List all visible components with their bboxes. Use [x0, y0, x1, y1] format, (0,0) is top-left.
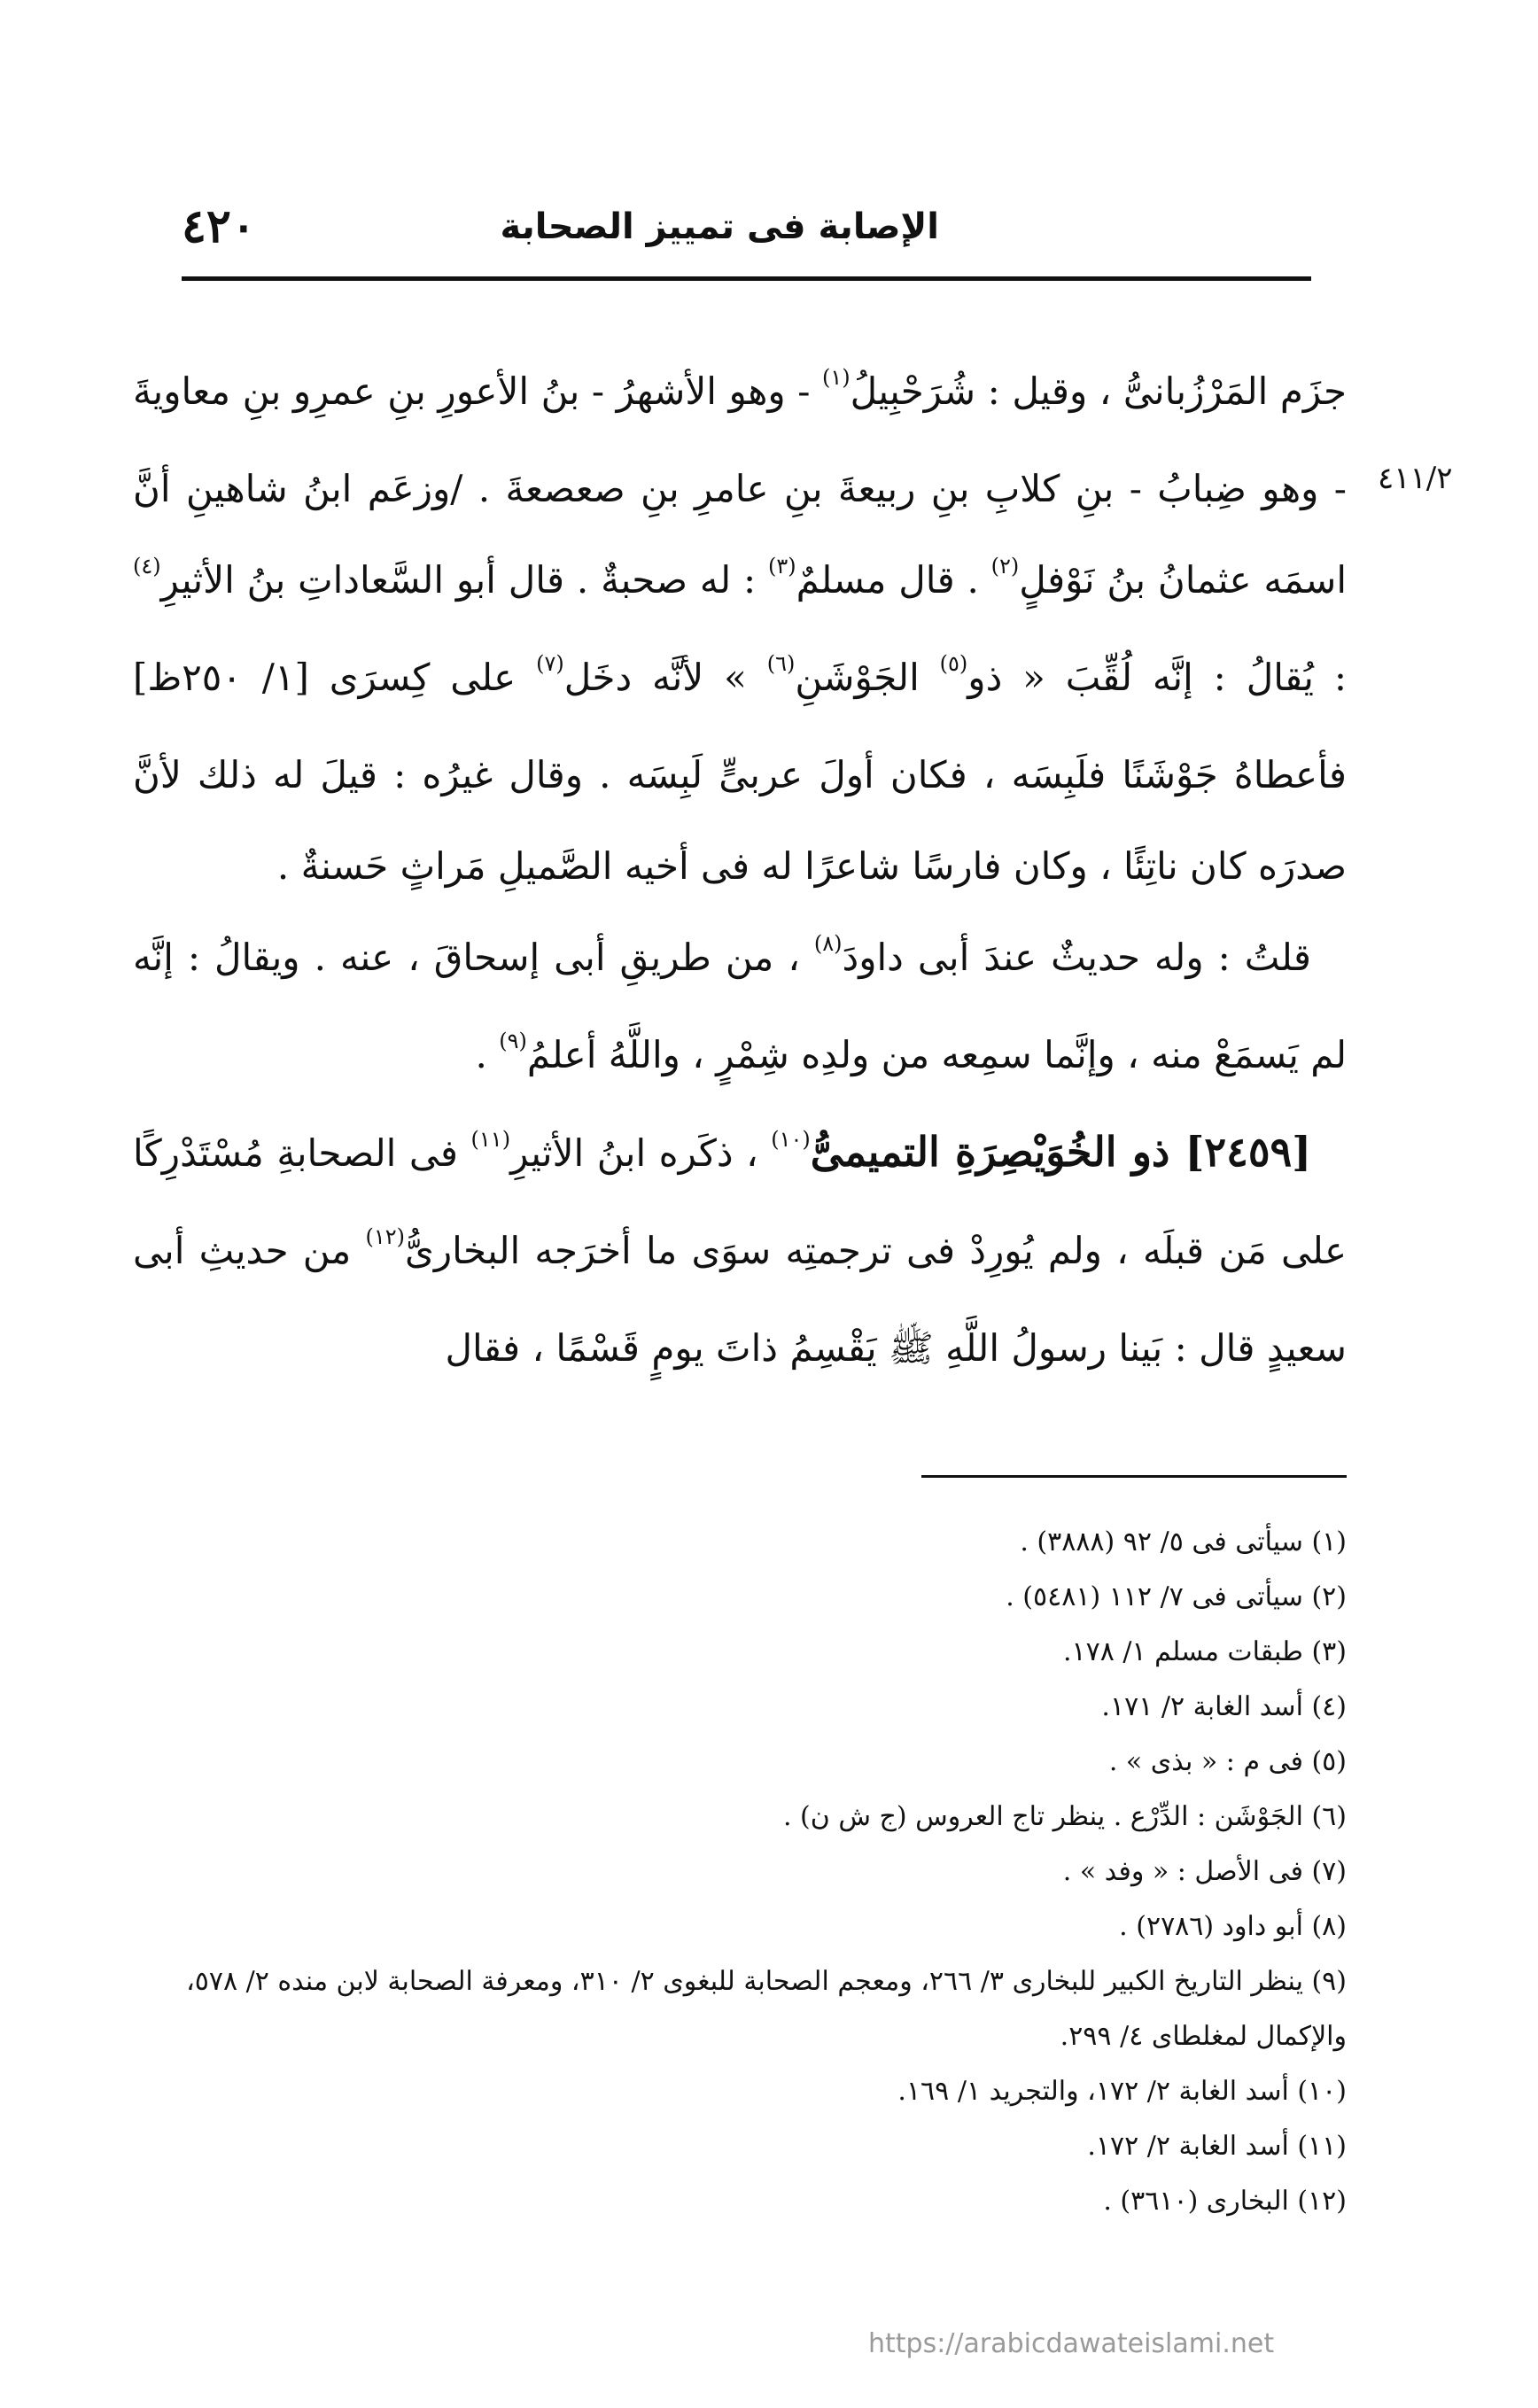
- footnote-marker: (٥): [939, 651, 968, 676]
- text-segment: من حديثِ أبى سعيدٍ قال : بَينا رسولُ اللَّهِ ﷺ يَقْسِمُ ذاتَ يومٍ قَسْمًا ، فقال: [133, 1229, 1347, 1370]
- text-segment: ، ذكَره ابنُ الأثيرِ: [510, 1131, 772, 1175]
- footnotes: [133, 1515, 1347, 2229]
- footnote-5: (٥) فى م : « بذى » .: [1108, 1746, 1347, 1777]
- watermark-url: https://arabicdawateislami.net: [868, 2328, 1275, 2359]
- footnote-marker: (٨): [813, 931, 843, 956]
- text-segment: على كِسرَى [١/ ٢٥٠ظ] فأعطاهُ جَوْشَنًا فلَبِسَه ، فكان أولَ عربىٍّ لَبِسَه . وقال غيرُه : قيلَ له ذلك لأنَّ صدرَه كان ناتِئًا ، وكان فارسًا شاعرًا له فى أخيه الصَّميلِ مَراثٍ حَسنةٌ .: [133, 656, 1347, 888]
- footnote-9: (٩) ينظر التاريخ الكبير للبخارى ٣/ ٢٦٦، ومعجم الصحابة للبغوى ٢/ ٣١٠، ومعرفة الصحابة لابن منده ٢/ ٥٧٨، والإكمال لمغلطاى ٤/ ٢٩٩.: [186, 1966, 1347, 2052]
- text-segment: . قال مسلمٌ: [796, 558, 991, 602]
- text-segment: : له صحبةٌ . قال أبو السَّعاداتِ بنُ الأثيرِ: [160, 558, 768, 602]
- text-segment: - وهو الأشهرُ - بنُ الأعورِ بنِ عمرِو بنِ معاويةَ - وهو ضِبابُ - بنِ كلابِ بنِ ربيعةَ بنِ عامرِ بنِ صعصعةَ . /وزعَم ابنُ شاهينِ أنَّ اسمَه عثمانُ بنُ نَوْفلٍ: [133, 369, 1347, 602]
- footnote-3: (٣) طبقات مسلم ١/ ١٧٨.: [1062, 1636, 1347, 1667]
- footnote-10: (١٠) أسد الغابة ٢/ ١٧٢، والتجريد ١/ ١٦٩.: [897, 2076, 1347, 2107]
- footnote-2: (٢) سيأتى فى ٧/ ١١٢ (٥٤٨١) .: [1006, 1581, 1347, 1612]
- page-number: ٤٢٠: [182, 199, 256, 253]
- footnote-marker: (٢): [990, 554, 1020, 579]
- text-segment: .: [475, 1033, 500, 1076]
- footnote-6: (٦) الجَوْشَن : الدِّرْع . ينظر تاج العروس (ج ش ن) .: [782, 1801, 1347, 1832]
- text-segment: جزَم المَرْزُبانىُّ ، وقيل : شُرَحْبِيلُ: [850, 369, 1347, 413]
- footnote-marker: (٤): [133, 554, 161, 579]
- entry-number: [٢٤٥٩]: [1185, 1128, 1311, 1176]
- margin-reference: ٤١١/٢: [1378, 461, 1453, 496]
- footnote-marker: (١٢): [365, 1224, 405, 1249]
- footnote-rule: [921, 1475, 1347, 1478]
- main-text: [133, 346, 1347, 1394]
- footnote-marker: (٦): [766, 651, 796, 676]
- text-segment: قلتُ : وله حديثٌ عندَ أبى داودَ: [842, 936, 1312, 979]
- footnote-7: (٧) فى الأصل : « وفد » .: [1062, 1856, 1347, 1887]
- text-segment: فى الصحابةِ مُسْتَدْرِكًا على مَن قبلَه ، ولم يُورِدْ فى ترجمتِه سوَى ما أخرَجه البخارىُّ: [133, 1131, 1348, 1272]
- paragraph-2: [133, 912, 1347, 1107]
- footnote-marker: (٩): [499, 1029, 527, 1053]
- header-rule: [182, 276, 1311, 281]
- text-segment: ، من طريقِ أبى إسحاقَ ، عنه . ويقالُ : إنَّه لم يَسمَعْ منه ، وإنَّما سمِعه من ولدِه شِمْرٍ ، واللَّهُ أعلمُ: [133, 936, 1347, 1076]
- footnote-12: (١٢) البخارى (٣٦١٠) .: [1103, 2186, 1347, 2217]
- footnote-11: (١١) أسد الغابة ٢/ ١٧٢.: [1087, 2131, 1347, 2162]
- paragraph-1: [133, 346, 1347, 912]
- footnote-marker: (١): [821, 365, 851, 390]
- footnote-marker: (٧): [536, 651, 564, 676]
- text-segment: : يُقالُ : إنَّه لُقِّبَ « ذو: [967, 656, 1347, 699]
- footnote-1: (١) سيأتى فى ٥/ ٩٢ (٣٨٨٨) .: [1020, 1526, 1347, 1557]
- running-title: الإصابة فى تمييز الصحابة: [500, 206, 939, 247]
- footnote-marker: (٣): [767, 554, 796, 579]
- paragraph-3-entry: [133, 1107, 1347, 1394]
- footnote-marker: (١٠): [771, 1127, 811, 1152]
- text-segment: » لأنَّه دخَل: [563, 656, 767, 699]
- text-segment: الجَوْشَنِ: [795, 656, 940, 699]
- footnote-8: (٨) أبو داود (٢٧٨٦) .: [1119, 1911, 1347, 1942]
- footnote-marker: (١١): [470, 1127, 511, 1152]
- page-header: [182, 199, 1311, 279]
- footnote-4: (٤) أسد الغابة ٢/ ١٧١.: [1101, 1691, 1347, 1722]
- entry-name: ذو الخُوَيْصِرَةِ التميمىُّ: [810, 1128, 1185, 1176]
